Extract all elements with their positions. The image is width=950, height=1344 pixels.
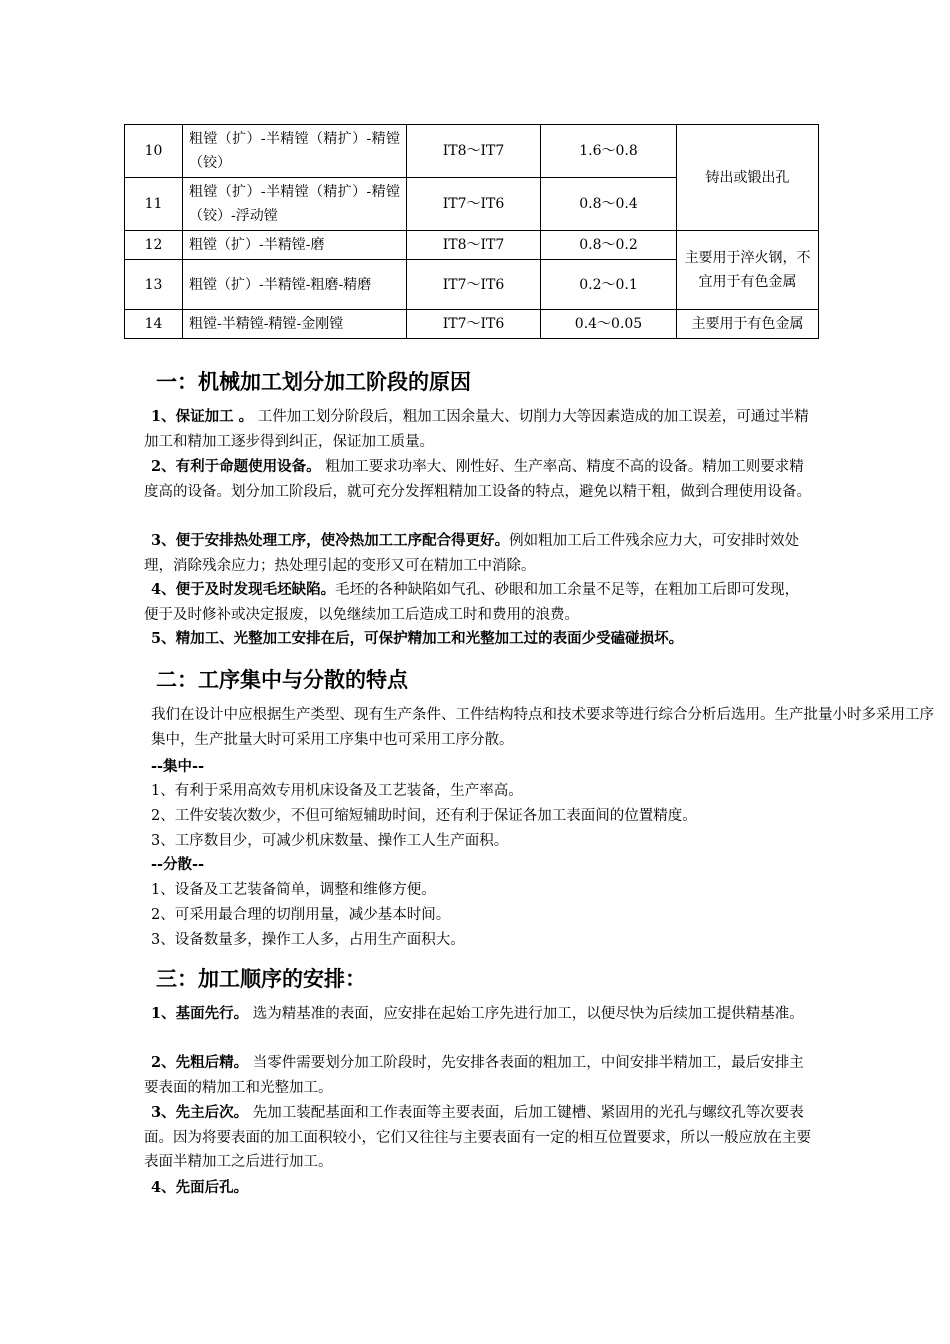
process-method: 粗镗-半精镗-精镗-金刚镗 (183, 310, 407, 339)
row-number: 14 (125, 310, 183, 339)
paragraph-text: 工件加工划分阶段后，粗加工因余量大、切削力大等因素造成的加工误差，可通过半精加工和精加工逐步得到纠正，保证加工质量。 (144, 409, 809, 450)
paragraph-text: 例如粗加工后工件残余应力大，可安排时效处理，消除残余应力；热处理引起的变形又可在精加工中消除。 (144, 533, 800, 574)
list-item: 2、可采用最合理的切削用量，减少基本时间。 (151, 907, 451, 923)
row-number: 12 (125, 231, 183, 260)
paragraph (144, 1101, 812, 1175)
section-heading-stages: 一：机械加工划分加工阶段的原因 (156, 370, 471, 394)
application-note: 主要用于淬火钢，不宜用于有色金属 (677, 231, 819, 310)
section-heading-sequence: 三：加工顺序的安排： (156, 967, 366, 991)
roughness-value: 1.6～0.8 (541, 125, 677, 178)
process-method: 粗镗（扩）-半精镗（精扩）-精镗（铰） (183, 125, 407, 178)
paragraph-text: 粗加工要求功率大、刚性好、生产率高、精度不高的设备。精加工则要求精度高的设备。划分加工阶段后，就可充分发挥粗精加工设备的特点，避免以精干粗，做到合理使用设备。 (144, 459, 811, 500)
paragraph-lead: 1、保证加工 。 (151, 408, 254, 425)
paragraph (144, 578, 812, 627)
table-row (125, 125, 819, 178)
concentration-heading: --集中-- (151, 758, 205, 775)
paragraph-lead: 3、便于安排热处理工序，使冷热加工工序配合得更好。 (151, 532, 510, 549)
paragraph-text: 选为精基准的表面，应安排在起始工序先进行加工，以便尽快为后续加工提供精基准。 (248, 1006, 804, 1022)
paragraph (144, 405, 812, 454)
list-item: 2、工件安装次数少，不但可缩短辅助时间，还有利于保证各加工表面间的位置精度。 (151, 808, 697, 824)
paragraph (144, 1002, 812, 1027)
paragraph-lead: 4、先面后孔。 (151, 1179, 249, 1196)
paragraph-lead: 3、先主后次。 (151, 1104, 249, 1121)
process-method: 粗镗（扩）-半精镗（精扩）-精镗（铰）-浮动镗 (183, 178, 407, 231)
table-row (125, 310, 819, 339)
row-number: 11 (125, 178, 183, 231)
table-row (125, 231, 819, 260)
paragraph (144, 627, 864, 652)
paragraph-text: 先加工装配基面和工作表面等主要表面，后加工键槽、紧固用的光孔与螺纹孔等次要表面。因为将要表面的加工面积较小，它们又往往与主要表面有一定的相互位置要求，所以一般应放在主要表面半精加工之后进行加工。 (144, 1105, 811, 1170)
roughness-value: 0.8～0.4 (541, 178, 677, 231)
process-table (124, 124, 819, 339)
roughness-value: 0.4～0.05 (541, 310, 677, 339)
tolerance-grade: IT7～IT6 (407, 178, 541, 231)
paragraph-lead: 2、先粗后精。 (151, 1054, 249, 1071)
tolerance-grade: IT8～IT7 (407, 231, 541, 260)
process-method: 粗镗（扩）-半精镗-粗磨-精磨 (183, 260, 407, 310)
process-method: 粗镗（扩）-半精镗-磨 (183, 231, 407, 260)
intro-paragraph: 我们在设计中应根据生产类型、现有生产条件、工件结构特点和技术要求等进行综合分析后选用。生产批量小时多采用工序集中，生产批量大时可采用工序集中也可采用工序分散。 (151, 707, 934, 748)
row-number: 10 (125, 125, 183, 178)
paragraph-text: 当零件需要划分加工阶段时，先安排各表面的粗加工，中间安排半精加工，最后安排主要表面的精加工和光整加工。 (144, 1055, 804, 1096)
paragraph (144, 1051, 812, 1100)
application-note: 铸出或锻出孔 (677, 125, 819, 231)
list-item: 1、有利于采用高效专用机床设备及工艺装备，生产率高。 (151, 783, 523, 799)
roughness-value: 0.8～0.2 (541, 231, 677, 260)
list-item: 3、设备数量多，操作工人多，占用生产面积大。 (151, 932, 465, 948)
application-note: 主要用于有色金属 (677, 310, 819, 339)
list-item: 1、设备及工艺装备简单，调整和维修方便。 (151, 882, 436, 898)
paragraph-text: 毛坯的各种缺陷如气孔、砂眼和加工余量不足等，在粗加工后即可发现，便于及时修补或决定报废，以免继续加工后造成工时和费用的浪费。 (144, 582, 800, 623)
paragraph-lead: 5、精加工、光整加工安排在后，可保护精加工和光整加工过的表面少受磕碰损坏。 (151, 630, 684, 647)
paragraph (144, 1176, 812, 1201)
tolerance-grade: IT8～IT7 (407, 125, 541, 178)
paragraph-lead: 1、基面先行。 (151, 1005, 249, 1022)
tolerance-grade: IT7～IT6 (407, 310, 541, 339)
roughness-value: 0.2～0.1 (541, 260, 677, 310)
row-number: 13 (125, 260, 183, 310)
paragraph-lead: 2、有利于命题使用设备。 (151, 458, 321, 475)
paragraph (144, 529, 812, 578)
list-item: 3、工序数目少，可减少机床数量、操作工人生产面积。 (151, 833, 509, 849)
section-heading-concentration: 二：工序集中与分散的特点 (156, 668, 408, 692)
paragraph (144, 455, 812, 504)
tolerance-grade: IT7～IT6 (407, 260, 541, 310)
paragraph-lead: 4、便于及时发现毛坯缺陷。 (151, 581, 336, 598)
dispersion-heading: --分散-- (151, 856, 205, 873)
